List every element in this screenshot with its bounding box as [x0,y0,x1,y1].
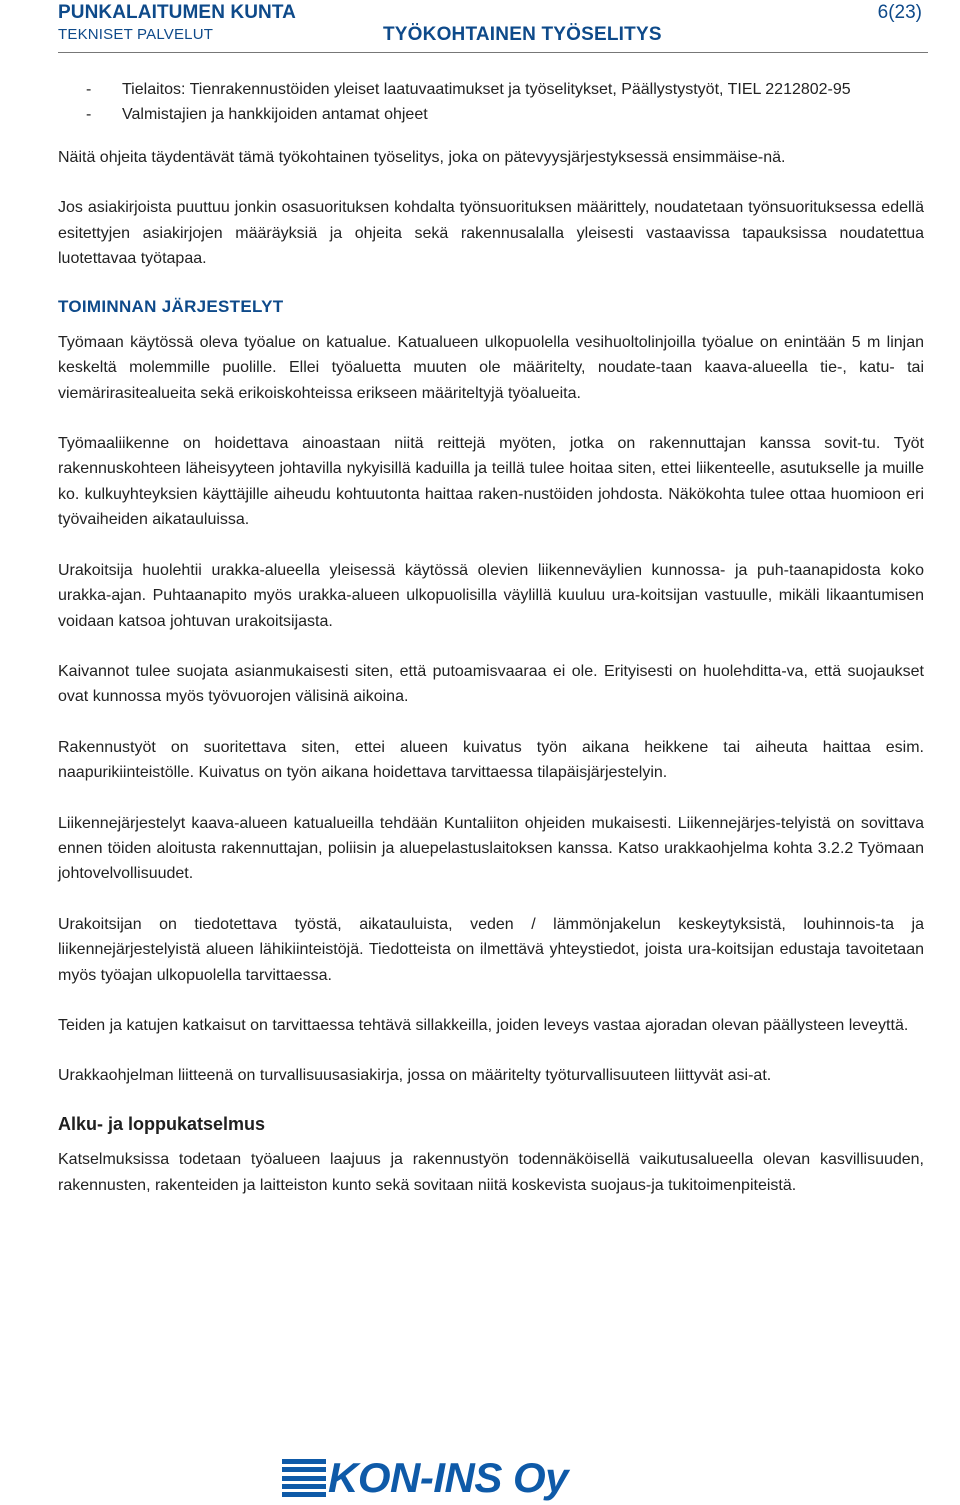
page-header [0,0,960,52]
paragraph: Liikennejärjestelyt kaava-alueen katualueilla tehdään Kuntaliiton ohjeiden mukaisesti. Liikennejärjes-telyistä on sovittava ennen töiden aloitusta rakennuttajan, poliisin ja aluepelastuslaitoksen kanssa. Katso urakkaohjelma kohta 3.2.2 Työmaan johtovelvollisuudet. [58,814,924,883]
section-heading: TOIMINNAN JÄRJESTELYT [58,297,284,317]
logo-text: KON-INS Oy [328,1454,569,1501]
document-body [58,77,924,1198]
paragraph: Työmaaliikenne on hoidettava ainoastaan niitä reittejä myöten, jotka on rakennuttajan kanssa sovit-tu. Työt rakennuskohteen läheisyyteen johtavilla nykyisillä kaduilla ja teillä tulee hoitaa siten, ettei liikenteelle, asutukselle ja muille ko. kulkuyhteyksien käyttäjille aiheudu kohtuutonta haittaa raken-nustöiden johdosta. Näkökohta tulee ottaa huomioon eri työvaiheiden aikatauluissa. [58,435,924,529]
paragraph: Urakoitsija huolehtii urakka-alueella yleisessä käytössä olevien liikenneväylien kunnossa- ja puh-taanapidosta koko urakka-ajan. Puhtaanapito myös urakka-alueen ulkopuolisilla väylillä kuuluu ura-koitsijan vastuulle, mikäli likaantumisen voidaan katsoa johtuvan urakoitsijasta. [58,561,924,630]
paragraph: Jos asiakirjoista puuttuu jonkin osasuorituksen kohdalta työnsuorituksen määrittely, noudatetaan työnsuorituksessa edellä esitettyjen asiakirjojen määräyksiä ja ohjeita sekä rakennusalalla yleisesti vastaavissa tapauksissa noudatettua luotettavaa työtapaa. [58,199,924,268]
list-item-text: Tielaitos: Tienrakennustöiden yleiset laatuvaatimukset ja työselitykset, Päällystystyöt, TIEL 2212802-95 [122,81,851,98]
organization-name: PUNKALAITUMEN KUNTA [58,2,296,23]
department-name: TEKNISET PALVELUT [58,26,214,43]
paragraph: Urakoitsijan on tiedotettava työstä, aikatauluista, veden / lämmönjakelun keskeytyksistä, louhinnois-ta ja liikennejärjestelyistä alueen lähikiinteistöjä. Tiedotteista on ilmettävä yhteystiedot, joista ura-koitsijan edustaja tavoitetaan myös työajan ulkopuolella tarvittaessa. [58,915,924,984]
paragraph: Työmaan käytössä oleva työalue on katualue. Katualueen ulkopuolella vesihuoltolinjoilla työalue on enintään 5 m linjan keskeltä molemmille puolille. Ellei työaluetta muuten ole määritelty, noudate-taan kaava-alueella tie-, katu- tai viemärirasitealueita sekä erikoiskohteissa erikseen määriteltyjä työalueita. [58,333,924,402]
list-item: - Valmistajien ja hankkijoiden antamat ohjeet [86,106,428,124]
logo-stripes-icon [282,1459,326,1497]
paragraph: Katselmuksissa todetaan työalueen laajuus ja rakennustyön todennäköisellä vaikutusalueella olevan kasvillisuuden, rakennusten, rakenteiden ja laitteiston kunto sekä sovitaan niitä koskevista suojaus-ja tukitoimenpiteistä. [58,1151,924,1194]
paragraph: Näitä ohjeita täydentävät tämä työkohtainen työselitys, joka on pätevyysjärjestyksessä ensimmäise-nä. [58,148,786,166]
paragraph: Rakennustyöt on suoritettava siten, ettei alueen kuivatus työn aikana heikkene tai aiheuta haittaa esim. naapurikiinteistölle. Kuivatus on työn aikana hoidettava tarvittaessa tilapäisjärjestelyin. [58,738,924,782]
subsection-heading: Alku- ja loppukatselmus [58,1113,266,1134]
paragraph: Urakkaohjelman liitteenä on turvallisuusasiakirja, jossa on määritelty työturvallisuuteen liittyvät asi-at. [58,1067,772,1085]
header-divider [58,52,928,53]
paragraph: Teiden ja katujen katkaisut on tarvittaessa tehtävä sillakkeilla, joiden leveys vastaa ajoradan olevan päällysteen leveyttä. [58,1016,909,1034]
list-item-text: Valmistajien ja hankkijoiden antamat ohjeet [122,106,428,124]
list-item: - Tielaitos: Tienrakennustöiden yleiset laatuvaatimukset ja työselitykset, Päällystystyöt, TIEL 2212802-95 [86,81,851,98]
company-logo [282,1455,612,1501]
page-number: 6(23) [877,2,922,23]
paragraph: Kaivannot tulee suojata asianmukaisesti siten, että putoamisvaaraa ei ole. Erityisesti on huolehditta-va, että suojaukset ovat kunnossa myös työvuorojen välisinä aikoina. [58,662,924,706]
document-title: TYÖKOHTAINEN TYÖSELITYS [383,24,662,45]
reference-list [58,77,924,128]
